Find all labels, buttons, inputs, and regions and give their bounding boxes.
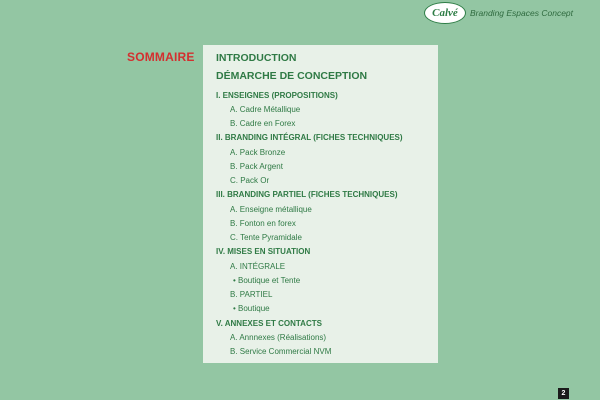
tagline: Branding Espaces Concept — [470, 8, 574, 18]
toc-item[interactable]: A. INTÉGRALE — [230, 262, 286, 271]
toc-panel — [203, 45, 438, 363]
toc-item[interactable]: II. BRANDING INTÉGRAL (FICHES TECHNIQUES) — [216, 133, 403, 142]
toc-item[interactable]: A. Annnexes (Réalisations) — [230, 333, 327, 342]
toc-item[interactable]: V. ANNEXES ET CONTACTS — [216, 319, 322, 328]
page-number: 2 — [558, 388, 569, 399]
toc-item[interactable]: I. ENSEIGNES (PROPOSITIONS) — [216, 91, 338, 100]
toc-item[interactable]: B. Fonton en forex — [230, 219, 296, 228]
toc-item[interactable]: III. BRANDING PARTIEL (FICHES TECHNIQUES) — [216, 190, 398, 199]
toc-item[interactable]: C. Pack Or — [230, 176, 270, 185]
header-logo-group — [424, 2, 573, 24]
calve-logo: Calvé — [424, 2, 466, 24]
toc-item[interactable]: IV. MISES EN SITUATION — [216, 247, 311, 256]
toc-item[interactable]: C. Tente Pyramidale — [230, 233, 302, 242]
toc-item[interactable]: DÉMARCHE DE CONCEPTION — [216, 70, 368, 82]
toc-item[interactable]: • Boutique et Tente — [233, 276, 301, 285]
toc-item[interactable]: A. Pack Bronze — [230, 148, 286, 157]
toc-item[interactable]: B. Service Commercial NVM — [230, 347, 332, 356]
toc-item[interactable]: B. Cadre en Forex — [230, 119, 296, 128]
toc-item[interactable]: INTRODUCTION — [216, 52, 297, 64]
toc-item[interactable]: • Boutique — [233, 304, 270, 313]
toc-item[interactable]: B. PARTIEL — [230, 290, 273, 299]
toc-item[interactable]: B. Pack Argent — [230, 162, 283, 171]
sommaire-title: SOMMAIRE — [127, 50, 195, 64]
toc-item[interactable]: A. Enseigne métallique — [230, 205, 312, 214]
toc-item[interactable]: A. Cadre Métallique — [230, 105, 301, 114]
